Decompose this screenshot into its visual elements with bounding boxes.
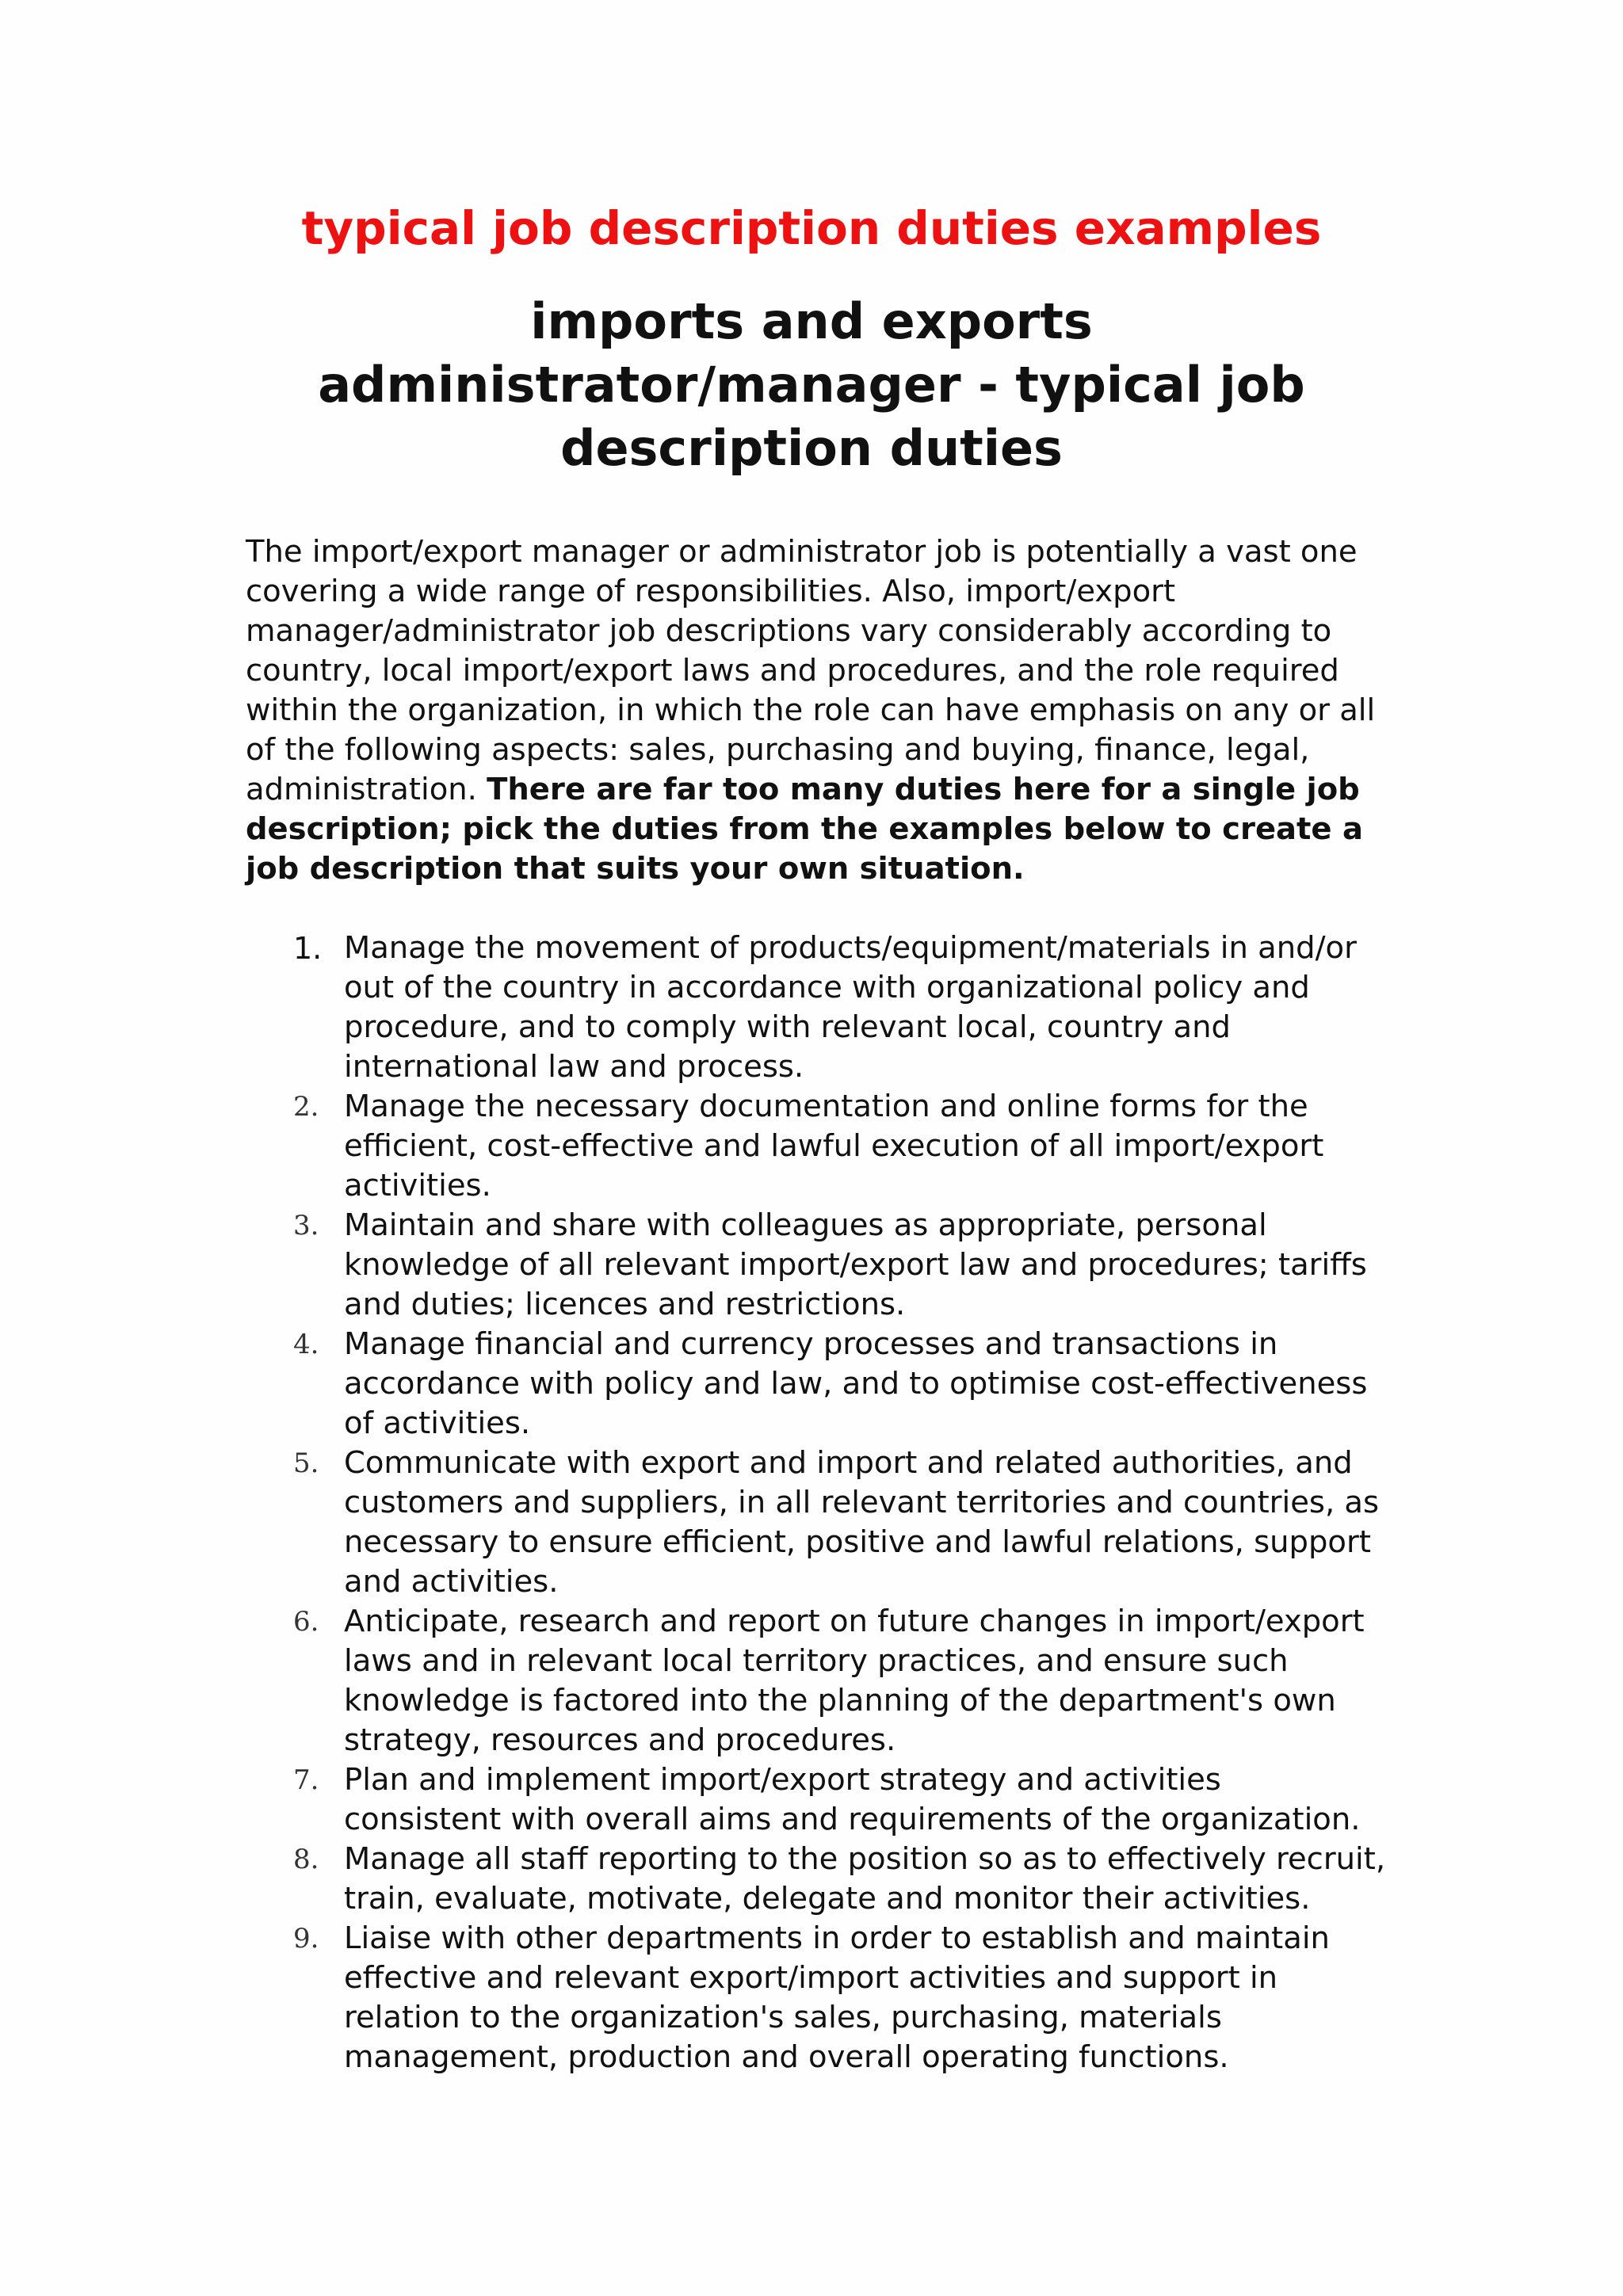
list-item-number: 5.	[293, 1447, 319, 1479]
list-item-text: Manage all staff reporting to the position so as to effectively recruit, train, evaluate, motivate, delegate and monitor their activities.	[344, 1841, 1386, 1917]
document-subtitle: imports and exports administrator/manager - typical job description duties	[318, 292, 1305, 477]
list-item	[246, 929, 1387, 1087]
list-item-text: Manage the necessary documentation and online forms for the efficient, cost-effective and lawful execution of all import/export activities.	[344, 1089, 1324, 1203]
list-item	[246, 1919, 1387, 2077]
list-item-text: Plan and implement import/export strategy and activities consistent with overall aims and requirements of the organization.	[344, 1762, 1361, 1837]
list-item-number: 7.	[293, 1764, 319, 1796]
list-item-number: 8.	[293, 1844, 319, 1875]
list-item-number: 9.	[293, 1923, 319, 1955]
list-item-number: 3.	[293, 1210, 319, 1241]
list-item	[246, 1087, 1387, 1206]
intro-bold-text: There are far too many duties here for a single job description; pick the duties from the examples below to create a job description that suits your own situation.	[246, 772, 1363, 887]
duties-list	[246, 929, 1387, 2077]
list-item-number: 1.	[293, 931, 323, 966]
intro-text: The import/export manager or administrator job is potentially a vast one covering a wide range of responsibilities. Also, import/export manager/administrator job descriptions vary considerably according to country, local import/export laws and procedures, and the role required within the organization, in which the role can have emphasis on any or all of the following aspects: sales, purchasing and buying, finance, legal, administration.	[246, 534, 1376, 807]
list-item-text: Manage financial and currency processes and transactions in accordance with policy and law, and to optimise cost-effectiveness of activities.	[344, 1326, 1368, 1441]
list-item-number: 4.	[293, 1329, 319, 1360]
list-item-text: Manage the movement of products/equipment/materials in and/or out of the country in accordance with organizational policy and procedure, and to comply with relevant local, country and international law and process.	[344, 930, 1357, 1085]
list-item-text: Liaise with other departments in order to establish and maintain effective and relevant export/import activities and support in relation to the organization's sales, purchasing, materials management, production and overall operating functions.	[344, 1920, 1330, 2075]
list-item	[246, 1840, 1387, 1919]
document-title: typical job description duties examples	[301, 201, 1322, 255]
list-item-number: 6.	[293, 1606, 319, 1638]
intro-paragraph	[246, 532, 1387, 889]
list-item	[246, 1325, 1387, 1444]
list-item	[246, 1760, 1387, 1840]
list-item	[246, 1206, 1387, 1325]
list-item-text: Anticipate, research and report on future changes in import/export laws and in relevant local territory practices, and ensure such knowledge is factored into the planning of the department's own strategy, resources and procedures.	[344, 1604, 1365, 1758]
list-item	[246, 1444, 1387, 1602]
list-item-text: Communicate with export and import and related authorities, and customers and suppliers, in all relevant territories and countries, as necessary to ensure efficient, positive and lawful relations, support and activities.	[344, 1445, 1380, 1600]
list-item-text: Maintain and share with colleagues as appropriate, personal knowledge of all relevant import/export law and procedures; tariffs and duties; licences and restrictions.	[344, 1207, 1367, 1322]
list-item	[246, 1602, 1387, 1760]
list-item-number: 2.	[293, 1091, 319, 1123]
document-body	[246, 532, 1387, 2077]
